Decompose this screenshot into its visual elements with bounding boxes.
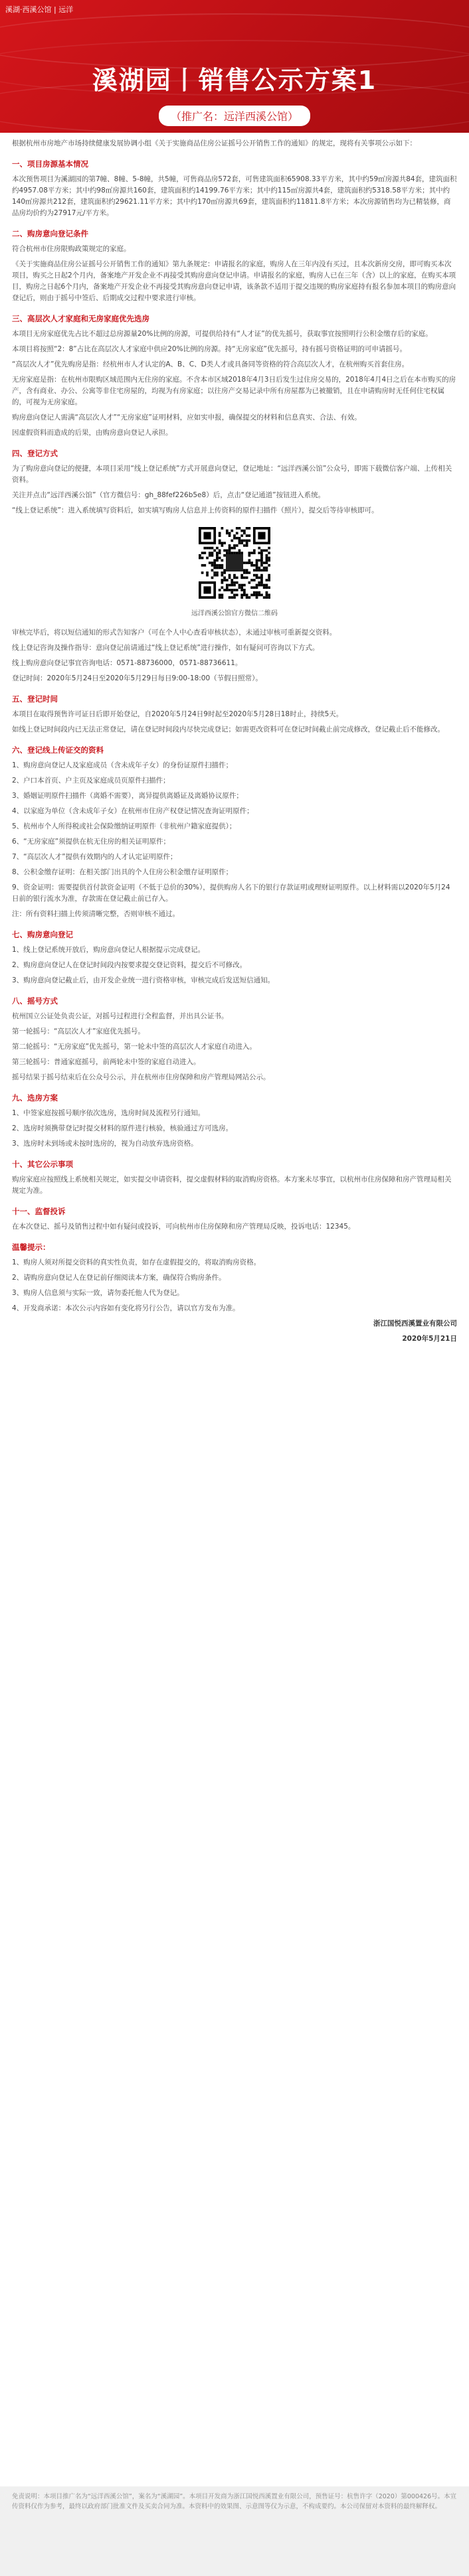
- section-paragraph: 2、请购房意向登记人在登记前仔细阅读本方案，确保符合购房条件。: [12, 1274, 226, 1282]
- section-paragraph: 3、购房人信息须与实际一致，请勿委托他人代为登记。: [12, 1289, 184, 1297]
- section-heading: 四、登记方式: [12, 449, 58, 458]
- title-block: [0, 60, 469, 126]
- section-paragraph: 《关于实施商品住房公证摇号公开销售工作的通知》第九条规定：申请报名的家庭，购房人在三年内没有买过，且本次新房交房，即可购买本次项目，购买之日起2个月内，备案地产开发企业不再接受其购房意向登记申请。申请报名的家庭，购房人已在三年（含）以上的家庭，在购买本项目，购房之日起6个月内，备案地产开发企业不再接受其购房意向登记申请，该条款不适用于提交违规的购房家庭持有报名参加本项目的购房意向登记后，则由于摇号中签后、后期成交过程中要求进行审核。: [12, 260, 456, 302]
- section-paragraph: 因虚假资料而造成的后果，由购房意向登记人承担。: [12, 429, 173, 437]
- section-paragraph: 购房意向登记人需满“高层次人才”“无房家庭”证明材料，应如实申报，确保提交的材料和信息真实、合法、有效。: [12, 414, 361, 421]
- section-paragraph: 本次预售项目为溪湖园的第7幢、8幢、5-8幢，共5幢，可售商品房572套，可售建筑面积65908.33平方米，其中约59㎡房源共84套，建筑面积约4957.08平方米；其中约98㎡房源共160套，建筑面积约14199.76平方米；其中约115㎡房源共4套，建筑面积约5318.58平方米；其中约140㎡房源共212套，建筑面积约29621.11平方米；其中约170㎡房源共69套，建筑面积约11811.8平方米；本次房源销售均为已精装修，商品房均价约为27917元/平方米。: [12, 175, 457, 217]
- section-heading: 十一、监督投诉: [12, 1207, 66, 1216]
- qr-code-icon[interactable]: [199, 527, 270, 599]
- signature-date: 2020年5月21日: [402, 1335, 457, 1343]
- section-heading: 三、高层次人才家庭和无房家庭优先选房: [12, 314, 149, 323]
- section-paragraph: 如线上登记时间段内已无法正常登记，请在登记时间段内尽快完成登记；如需更改资料可在登记时间截止前完成修改，登记截止后不能修改。: [12, 725, 444, 733]
- section-heading: 六、登记线上传证交的资料: [12, 745, 104, 755]
- section-paragraph: 1、中签家庭按摇号顺序依次选房，选房时间及流程另行通知。: [12, 1109, 205, 1117]
- section-paragraph: 符合杭州市住房限购政策规定的家庭。: [12, 245, 131, 253]
- section-paragraph: 注：所有资料扫描上传须清晰完整，否则审核不通过。: [12, 910, 179, 918]
- section-paragraph: 3、购房意向登记截止后，由开发企业统一进行资格审核，审核完成后发送短信通知。: [12, 976, 275, 984]
- section-paragraph: 1、线上登记系统开放后，购房意向登记人根据提示完成登记。: [12, 946, 205, 954]
- qr-block: [12, 527, 457, 619]
- section-paragraph: 第一轮摇号：“高层次人才”家庭优先摇号。: [12, 1027, 145, 1035]
- section-heading: 二、购房意向登记条件: [12, 229, 88, 238]
- page-subtitle: （推广名：远洋西溪公馆）: [159, 106, 310, 126]
- brand-logo: [5, 4, 73, 15]
- header-banner: [0, 0, 469, 133]
- sections-part-2: [12, 694, 457, 1314]
- section-heading: 八、摇号方式: [12, 996, 58, 1006]
- section-paragraph: 第三轮摇号：普通家庭摇号，前两轮未中签的家庭自动进入。: [12, 1058, 201, 1066]
- section-paragraph: 杭州国立公证处负责公证，对摇号过程进行全程监督，并出具公证书。: [12, 1012, 229, 1020]
- section-paragraph: 本项目在取得预售许可证日后即开始登记，自2020年5月24日9时起至2020年5月28日18时止，持续5天。: [12, 710, 343, 718]
- section-paragraph: 线上购房意向登记事宜咨询电话：0571-88736000，0571-88736611。: [12, 659, 242, 667]
- section-paragraph: 7、“高层次人才”提供有效期内的人才认定证明原件；: [12, 853, 177, 861]
- section-paragraph: “线上登记系统”：进入系统填写资料后，如实填写购房人信息并上传资料的原件扫描件（照片），提交后等待审核即可。: [12, 506, 379, 514]
- section-paragraph: 关注并点击“远洋西溪公馆”（官方微信号：gh_88fef226b5e8）后，点击“登记通道”按钮进入系统。: [12, 491, 326, 499]
- article-body: [0, 133, 469, 1345]
- section-paragraph: 4、以家庭为单位（含未成年子女）在杭州市住房产权登记情况查询证明原件；: [12, 807, 254, 815]
- section-heading: 温馨提示：: [12, 1243, 50, 1252]
- section-paragraph: 第二轮摇号：“无房家庭”优先摇号，第一轮未中签的高层次人才家庭自动进入。: [12, 1043, 256, 1051]
- section-paragraph: 在本次登记、摇号及销售过程中如有疑问或投诉，可向杭州市住房保障和房产管理局反映，投诉电话：12345。: [12, 1223, 355, 1231]
- section-paragraph: “高层次人才”优先购房是指：经杭州市人才认定的A、B、C、D类人才或具备同等资格的符合高层次人才，在杭州购买首套住房。: [12, 360, 409, 368]
- section-paragraph: 9、资金证明：需要提供首付款资金证明（不低于总价的30%），提供购房人名下的银行存款证明或理财证明原件。以上材料需以2020年5月24日前的银行流水为准，存款需在登记截止前已存入。: [12, 883, 450, 903]
- section-paragraph: 8、公积金缴存证明：在相关部门出具的个人住房公积金缴存证明原件；: [12, 868, 233, 876]
- section-heading: 九、选房方案: [12, 1093, 58, 1102]
- section-paragraph: 摇号结果于摇号结束后在公众号公示，并在杭州市住房保障和房产管理局网站公示。: [12, 1073, 270, 1081]
- section-paragraph: 1、购房人须对所提交资料的真实性负责，如存在虚假提交的，将取消购房资格。: [12, 1258, 261, 1266]
- section-paragraph: 登记时间：2020年5月24日至2020年5月29日每日9:00-18:00（节假日照常）。: [12, 674, 262, 682]
- section-paragraph: 4、开发商承诺：本次公示内容如有变化将另行公告，请以官方发布为准。: [12, 1304, 240, 1312]
- disclaimer-footer: 免责说明：本项目推广名为“远洋西溪公馆”，案名为“溪湖园”。本项目开发商为浙江国悦西溪置业有限公司，预售证号：杭售许字（2020）第000426号。本宣传资料仅作为参考，最终以政府部门批准文件及买卖合同为准。本资料中的效果图、示意图等仅为示意，不构成要约。本公司保留对本资料的最终解释权。: [0, 2486, 469, 2576]
- section-paragraph: 2、选房时须携带登记时提交材料的原件进行核验，核验通过方可选房。: [12, 1124, 233, 1132]
- section-paragraph: 为了购房意向登记的便捷，本项目采用“线上登记系统”方式开展意向登记，登记地址：“远洋西溪公馆”公众号，即需下载微信客户端、上传相关资料。: [12, 465, 452, 484]
- section-paragraph: 审核完毕后，将以短信通知的形式告知客户（可在个人中心查看审核状态），未通过审核可重新提交资料。: [12, 629, 337, 637]
- signature-company: 浙江国悦西溪置业有限公司: [373, 1320, 457, 1327]
- section-paragraph: 5、杭州市个人所得税或社会保险缴纳证明原件（非杭州户籍家庭提供）；: [12, 822, 236, 830]
- section-paragraph: 2、户口本首页、户主页及家庭成员页原件扫描件；: [12, 777, 170, 785]
- sections-part-1: [12, 159, 457, 516]
- section-paragraph: 3、婚姻证明原件扫描件（离婚不需要），离异提供离婚证及离婚协议原件；: [12, 792, 243, 800]
- section-paragraph: 购房家庭应按照线上系统相关规定，如实提交申请资料，提交虚假材料的取消购房资格。本方案未尽事宜，以杭州市住房保障和房产管理局相关规定为准。: [12, 1175, 452, 1195]
- section-heading: 七、购房意向登记: [12, 930, 73, 939]
- section-paragraph: 1、购房意向登记人及家庭成员（含未成年子女）的身份证原件扫描件；: [12, 761, 233, 769]
- section-paragraph: 3、选房时未到场或未按时选房的，视为自动放弃选房资格。: [12, 1140, 198, 1148]
- page-title: 溪湖园丨销售公示方案1: [92, 66, 377, 95]
- registration-contact-info: [12, 627, 457, 684]
- section-heading: 一、项目房源基本情况: [12, 159, 88, 169]
- section-paragraph: 本项目无房家庭优先占比不超过总房源量20%比例的房源，可提供给持有“人才证”的优先摇号，获取事宜按照明行公积金缴存后的家庭。: [12, 330, 432, 338]
- section-heading: 十、其它公示事项: [12, 1160, 73, 1169]
- section-heading: 五、登记时间: [12, 694, 58, 704]
- section-paragraph: 线上登记咨询及操作指导：意向登记前请通过“线上登记系统”进行操作，如有疑问可咨询以下方式。: [12, 644, 320, 652]
- intro-paragraph: 根据杭州市房地产市场持续健康发展协调小组《关于实施商品住房公证摇号公开销售工作的通知》的规定，现将有关事项公示如下：: [12, 139, 417, 147]
- qr-caption: 远洋西溪公馆官方微信二维码: [191, 610, 278, 617]
- section-paragraph: 无房家庭是指：在杭州市限购区域范围内无住房的家庭。不含本市区域2018年4月3日后发生过住房交易的，2018年4月4日之后在本市购买的房产，含有商业、办公、公寓等非住宅房屋的，均视为有房家庭；以往房产交易记录中所有房屋都为已被撤销，且在申请购房时无任何住宅权属的，可视为无房家庭。: [12, 376, 456, 406]
- section-paragraph: 2、购房意向登记人在登记时间段内按要求提交登记资料，提交后不可修改。: [12, 961, 247, 969]
- brand-text: 溪湖·西溪公馆 | 远洋: [5, 5, 74, 14]
- section-paragraph: 本项目将按照“2：8”占比在高层次人才家庭中供应20%比例的房源。持“无房家庭”优先摇号，持有摇号资格证明的可申请摇号。: [12, 345, 407, 353]
- section-paragraph: 6、“无房家庭”须提供在杭无住房的相关证明原件；: [12, 838, 171, 846]
